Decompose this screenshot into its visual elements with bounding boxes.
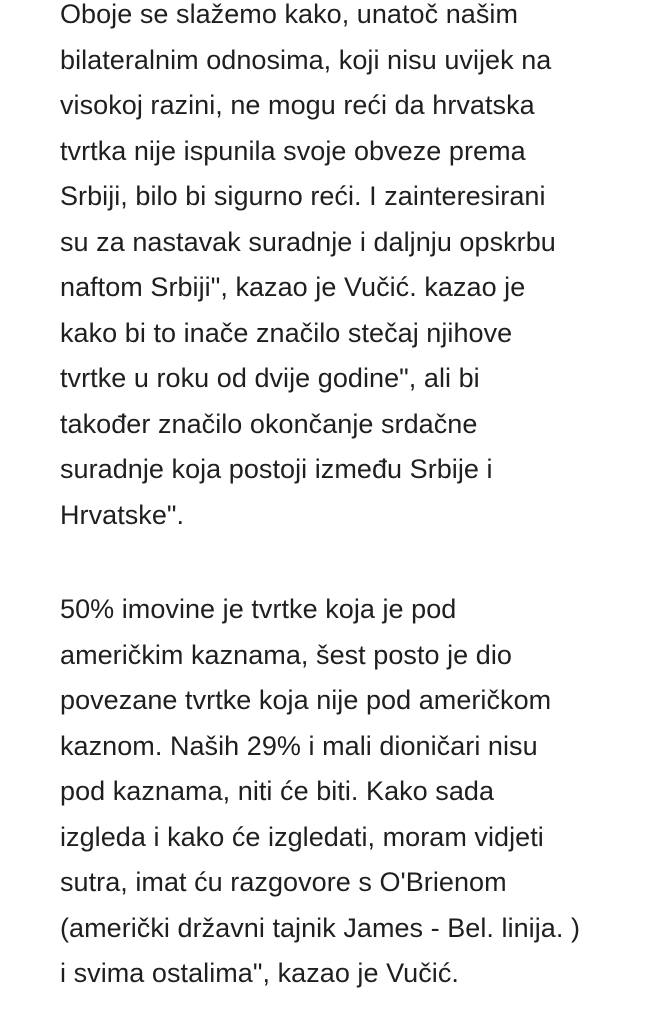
paragraph-line: (američki državni tajnik James - Bel. linija. ) <box>60 912 580 943</box>
paragraph-line: Hrvatske". <box>60 499 185 530</box>
paragraph-line: kaznom. Naših 29% i mali dioničari nisu <box>60 730 538 761</box>
paragraph-line: Srbiji, bilo bi sigurno reći. I zainteresirani <box>60 181 546 211</box>
paragraph-line: Oboje se slažemo kako, unatoč našim <box>60 0 518 29</box>
paragraph-line: sutra, imat ću razgovore s O'Brienom <box>60 867 507 897</box>
paragraph-line: naftom Srbiji", kazao je Vučić. kazao je <box>60 272 526 302</box>
paragraph-line: bilateralnim odnosima, koji nisu uvijek na <box>60 44 552 75</box>
article-paragraph-1 <box>60 0 556 538</box>
paragraph-line: su za nastavak suradnje i daljnju opskrbu <box>60 226 556 257</box>
paragraph-line: povezane tvrtke koja nije pod američkom <box>60 685 552 715</box>
article-paragraph-2 <box>60 587 580 997</box>
paragraph-line: izgleda i kako će izgledati, moram vidjeti <box>60 821 544 852</box>
paragraph-line: tvrtka nije ispunila svoje obveze prema <box>60 135 526 166</box>
paragraph-line: 50% imovine je tvrtke koja je pod <box>60 594 457 624</box>
paragraph-line: visokoj razini, ne mogu reći da hrvatska <box>60 90 535 120</box>
paragraph-line: pod kaznama, niti će biti. Kako sada <box>60 776 495 806</box>
paragraph-line: tvrtke u roku od dvije godine", ali bi <box>60 363 480 393</box>
paragraph-line: suradnje koja postoji između Srbije i <box>60 454 493 484</box>
paragraph-line: američkim kaznama, šest posto je dio <box>60 639 512 670</box>
paragraph-line: kako bi to inače značilo stečaj njihove <box>60 317 513 348</box>
paragraph-line: također značilo okončanje srdačne <box>60 408 478 439</box>
paragraph-line: i svima ostalima", kazao je Vučić. <box>60 958 459 988</box>
